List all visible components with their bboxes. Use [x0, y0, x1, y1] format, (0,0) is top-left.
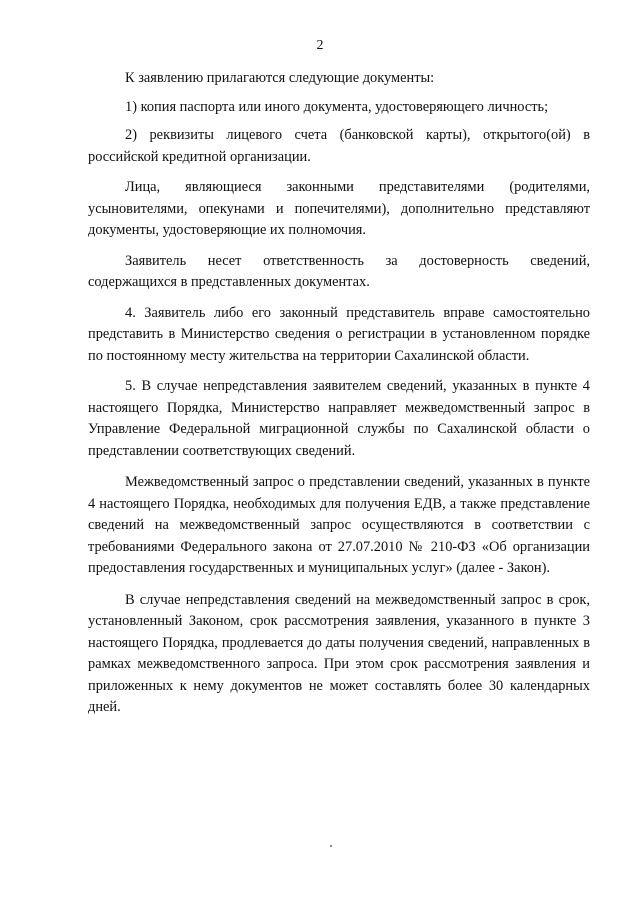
- paragraph-request-requirements: Межведомственный запрос о представлении сведений, указанных в пункте 4 настоящего Порядка, необходимых для получения ЕДВ, а также представление сведений на межведомственный запрос осуществляются в соответствии с требованиями Федерального закона от 27.07.2010 № 210-ФЗ «Об организации предоставления государственных и муниципальных услуг» (далее - Закон).: [88, 474, 590, 576]
- scan-speck: [330, 845, 332, 847]
- paragraph-passport-copy: 1) копия паспорта или иного документа, удостоверяющего личность;: [125, 98, 549, 115]
- paragraph-applicant-responsibility: Заявитель несет ответственность за достоверность сведений, содержащихся в представленных документах.: [88, 252, 590, 290]
- page-number: 2: [316, 38, 324, 53]
- paragraph-attachments-intro: К заявлению прилагаются следующие документы:: [125, 70, 435, 86]
- paragraph-deadline-extension: В случае непредставления сведений на межведомственный запрос в срок, установленный Законом, срок рассмотрения заявления, указанного в пункте 3 настоящего Порядка, продлевается до даты получения сведений, направленных в рамках межведомственного запроса. При этом срок рассмотрения заявления и приложенных к нему документов не может составлять более 30 календарных дней.: [88, 591, 590, 715]
- paragraph-item-4-registration: 4. Заявитель либо его законный представитель вправе самостоятельно представить в Министерство сведения о регистрации в установленном порядке по постоянному месту жительства на территории Сахалинской области.: [88, 304, 590, 364]
- paragraph-item-5-interdepartmental-request: 5. В случае непредставления заявителем сведений, указанных в пункте 4 настоящего Порядка, Министерство направляет межведомственный запрос в Управление Федеральной миграционной службы по Сахалинской области о представлении соответствующих сведений.: [88, 378, 590, 459]
- document-body: [88, 68, 590, 729]
- paragraph-bank-details: 2) реквизиты лицевого счета (банковской карты), открытого(ой) в российской кредитной организации.: [88, 127, 590, 165]
- paragraph-legal-representatives: Лица, являющиеся законными представителями (родителями, усыновителями, опекунами и попечителями), дополнительно представляют документы, удостоверяющие их полномочия.: [88, 179, 590, 238]
